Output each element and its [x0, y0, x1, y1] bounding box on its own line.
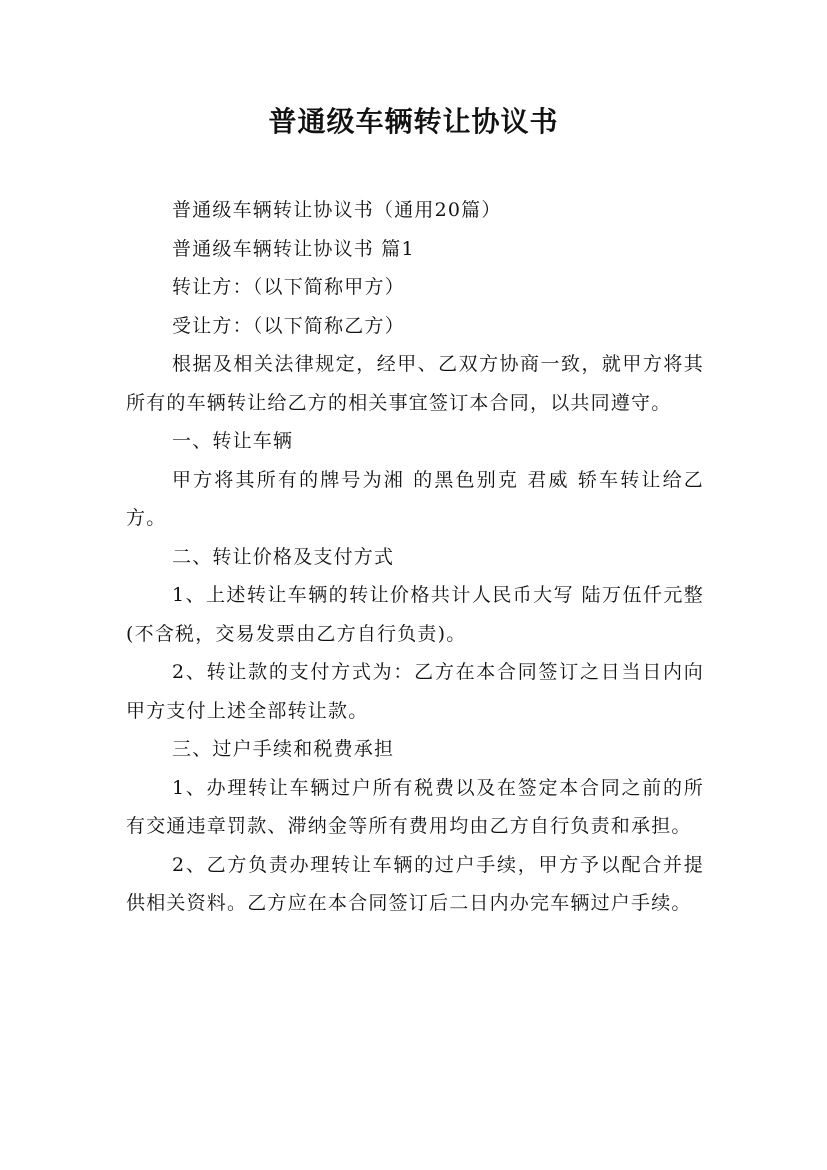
paragraph-payment: 2、转让款的支付方式为：乙方在本合同签订之日当日内向甲方支付上述全部转让款。	[126, 661, 704, 722]
document-title: 普通级车辆转让协议书	[268, 105, 559, 138]
paragraph-preamble: 根据及相关法律规定，经甲、乙双方协商一致，就甲方将其所有的车辆转让给乙方的相关事宜签订本合同，以共同遵守。	[126, 353, 704, 414]
paragraph-procedures: 2、乙方负责办理转让车辆的过户手续，甲方予以配合并提供相关资料。乙方应在本合同签订后二日内办完车辆过户手续。	[126, 853, 704, 914]
paragraph-transferor: 转让方：（以下简称甲方）	[172, 276, 405, 298]
section-heading-transfer: 三、过户手续和税费承担	[172, 738, 395, 760]
paragraph-vehicle: 甲方将其所有的牌号为湘 的黑色别克 君威 轿车转让给乙方。	[126, 468, 704, 529]
paragraph-taxes: 1、办理转让车辆过户所有税费以及在签定本合同之前的所有交通违章罚款、滞纳金等所有费用均由乙方自行负责和承担。	[126, 776, 704, 837]
paragraph-heading-part: 普通级车辆转让协议书 篇1	[172, 237, 415, 260]
paragraph-heading-series: 普通级车辆转让协议书（通用20篇）	[172, 199, 502, 221]
section-heading-vehicle: 一、转让车辆	[172, 430, 294, 452]
paragraph-price: 1、上述转让车辆的转让价格共计人民币大写 陆万伍仟元整(不含税，交易发票由乙方自行负责)。	[126, 584, 704, 645]
section-heading-price: 二、转让价格及支付方式	[172, 545, 395, 568]
document-body	[126, 191, 704, 923]
paragraph-transferee: 受让方：（以下简称乙方）	[172, 314, 405, 337]
